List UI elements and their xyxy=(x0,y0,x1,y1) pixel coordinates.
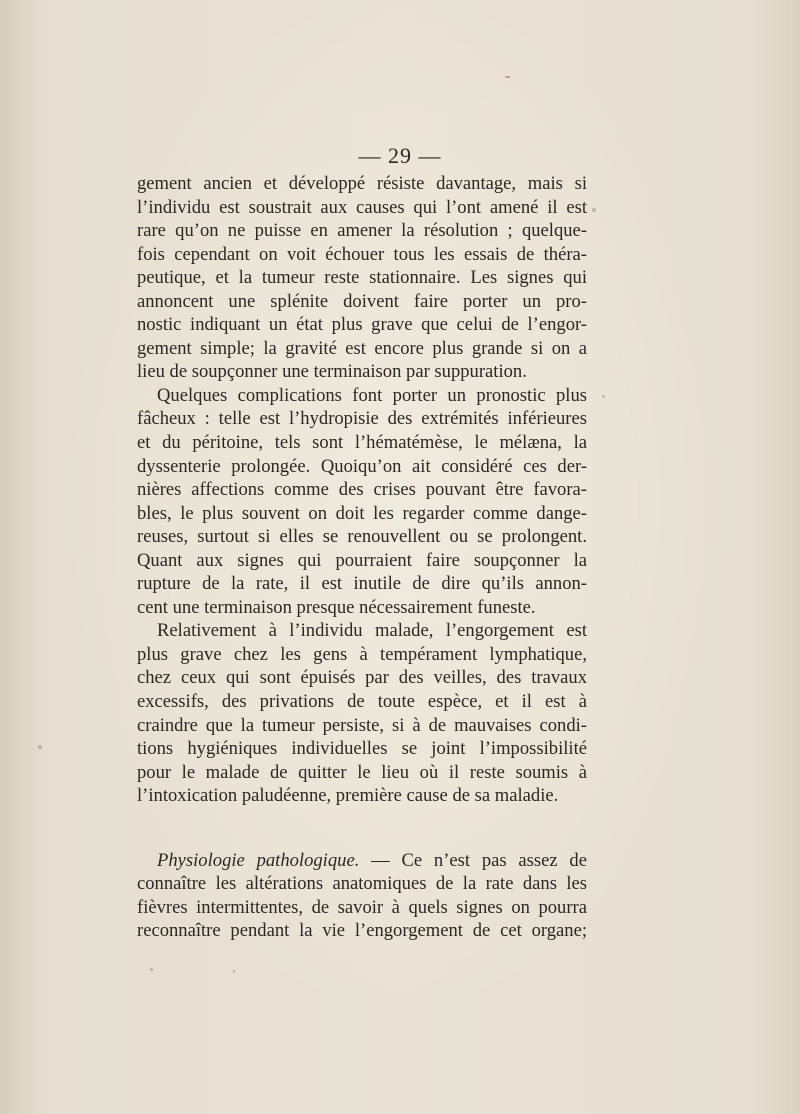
text-line: fois cependant on voit échouer tous les essais de théra- xyxy=(137,243,587,265)
section-heading: Physiologie pathologique. xyxy=(157,849,360,871)
text-line: annoncent une splénite doivent faire porter un pro- xyxy=(137,290,587,312)
paper-speck xyxy=(38,745,42,749)
text-line: reconnaître pendant la vie l’engorgement de cet organe; xyxy=(137,920,587,942)
text-line: cent une terminaison presque nécessairement funeste. xyxy=(137,596,536,618)
text-line: gement ancien et développé résiste davantage, mais si xyxy=(137,173,587,194)
text-line: fâcheux : telle est l’hydropisie des extrémités inférieures xyxy=(137,408,587,430)
text-line: bles, le plus souvent on doit les regarder comme dange- xyxy=(137,502,587,524)
paper-speck xyxy=(150,968,153,971)
paper-speck xyxy=(602,395,605,398)
text-line: Quant aux signes qui pourraient faire soupçonner la xyxy=(137,549,587,571)
text-line: nières affections comme des crises pouvant être favora- xyxy=(137,479,587,501)
text-line xyxy=(137,849,587,873)
text-line: connaître les altérations anatomiques de la rate dans les xyxy=(137,873,587,895)
text-line: fièvres intermittentes, de savoir à quels signes on pourra xyxy=(137,896,587,918)
body-text xyxy=(137,172,587,943)
text-line: tions hygiéniques individuelles se joint l’impossibilité xyxy=(137,738,587,760)
text-line: craindre que la tumeur persiste, si à de mauvaises condi- xyxy=(137,714,587,736)
text-line: peutique, et la tumeur reste stationnaire. Les signes qui xyxy=(137,267,587,289)
text-line: l’individu est soustrait aux causes qui l’ont amené il est xyxy=(137,196,587,218)
paragraph-prognosis-end xyxy=(137,172,587,384)
text-line: pour le malade de quitter le lieu où il reste soumis à xyxy=(137,761,587,783)
paper-speck xyxy=(233,970,235,973)
text-line: l’intoxication paludéenne, première cause de sa maladie. xyxy=(137,785,559,807)
text-line: Quelques complications font porter un pronostic plus xyxy=(157,384,587,406)
text-line: nostic indiquant un état plus grave que celui de l’engor- xyxy=(137,314,587,336)
page-number: — 29 — xyxy=(358,143,442,168)
text-line: dyssenterie prolongée. Quoiqu’on ait considéré ces der- xyxy=(137,455,587,477)
text-line: reuses, surtout si elles se renouvellent ou se prolongent. xyxy=(137,526,587,548)
paper-speck xyxy=(592,208,596,212)
text-line: lieu de soupçonner une terminaison par suppuration. xyxy=(137,361,527,383)
paper-speck xyxy=(505,76,510,78)
text-line: chez ceux qui sont épuisés par des veilles, des travaux xyxy=(137,667,587,689)
text-line: Relativement à l’individu malade, l’engorgement est xyxy=(157,620,587,642)
text-line: plus grave chez les gens à tempérament lymphatique, xyxy=(137,643,587,665)
text-line: excessifs, des privations de toute espèce, et il est à xyxy=(137,691,587,713)
text-line: rare qu’on ne puisse en amener la résolution ; quelque- xyxy=(137,220,587,242)
text-line: et du péritoine, tels sont l’hématémèse, le mélæna, la xyxy=(137,432,587,454)
paragraph-individual xyxy=(137,619,587,807)
paragraph-complications xyxy=(137,384,587,619)
section-gap xyxy=(137,808,587,849)
text-line-rest: — Ce n’est pas assez de xyxy=(359,849,587,871)
text-line: gement simple; la gravité est encore plus grande si on a xyxy=(137,337,587,359)
text-line: rupture de la rate, il est inutile de dire qu’ils annon- xyxy=(137,573,587,595)
paragraph-pathological-physiology xyxy=(137,849,587,943)
